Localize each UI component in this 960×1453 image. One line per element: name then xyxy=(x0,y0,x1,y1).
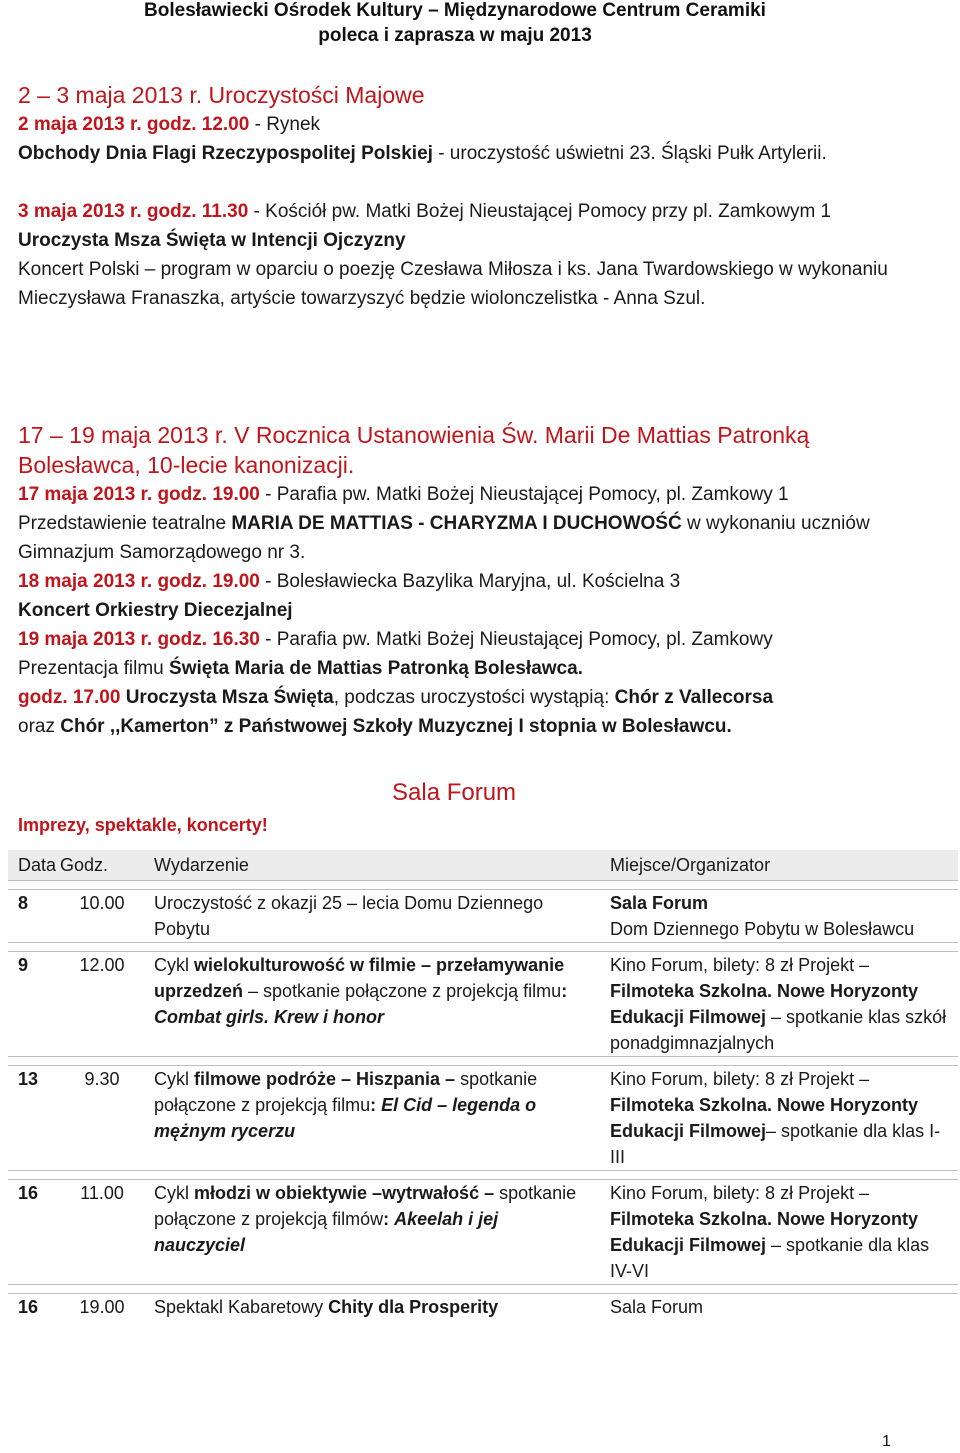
place-organizer: Dom Dziennego Pobytu w Bolesławcu xyxy=(610,919,915,939)
sala-forum-subtitle: Imprezy, spektakle, koncerty! xyxy=(18,815,268,835)
row-date: 9 xyxy=(8,951,60,1056)
event-date: 19 maja 2013 r. godz. 16.30 xyxy=(18,629,260,650)
film-title: El Cid – legenda o mężnym rycerzu xyxy=(154,1095,537,1141)
event-desc: Przedstawienie teatralne xyxy=(18,513,232,534)
event-name: MARIA DE MATTIAS - CHARYZMA I DUCHOWOŚĆ xyxy=(231,513,682,534)
row-event: Uroczystość z okazji 25 – lecia Domu Dziennego Pobytu xyxy=(144,889,600,942)
event-desc: Koncert Polski – program w oparciu o poezję Czesława Miłosza i ks. Jana Twardowskiego w wykonaniu Mieczysława Franaszka, artyście towarzyszyć będzie wiolonczelistka - Anna Szul. xyxy=(18,259,888,309)
row-place: Kino Forum, bilety: 8 zł Projekt – Filmoteka Szkolna. Nowe Horyzonty Edukacji Filmowej– spotkanie dla klas I-III xyxy=(600,1065,958,1170)
page-number: 1 xyxy=(882,1433,891,1450)
row-place: Kino Forum, bilety: 8 zł Projekt – Filmoteka Szkolna. Nowe Horyzonty Edukacji Filmowej – spotkanie klas szkół ponadgimnazjalnych xyxy=(600,951,958,1056)
event-entry xyxy=(18,625,918,683)
event-entry xyxy=(18,567,918,625)
place-name: Sala Forum xyxy=(610,893,709,913)
event-desc: oraz xyxy=(18,716,61,737)
row-event: Cykl wielokulturowość w filmie – przełamywanie uprzedzeń – spotkanie połączone z projekcją filmu: Combat girls. Krew i honor xyxy=(144,951,600,1056)
header-place: Miejsce/Organizator xyxy=(600,850,958,880)
table-header-row xyxy=(8,850,958,880)
event-entry xyxy=(18,110,918,168)
section-title: 2 – 3 maja 2013 r. Uroczystości Majowe xyxy=(18,82,425,108)
row-place: Sala Forum xyxy=(600,1293,958,1320)
event-place: - Bolesławiecka Bazylika Maryjna, ul. Kościelna 3 xyxy=(259,571,681,592)
row-time: 9.30 xyxy=(60,1065,144,1170)
row-place xyxy=(600,889,958,942)
event-time: godz. 17.00 xyxy=(18,687,121,708)
row-date: 16 xyxy=(8,1293,60,1320)
choir-name: Chór ,,Kamerton” z Państwowej Szkoły Muzycznej I stopnia w Bolesławcu. xyxy=(60,716,732,737)
header-event: Wydarzenie xyxy=(144,850,600,880)
event-desc: w wykonaniu uczniów Gimnazjum Samorządowego nr 3. xyxy=(18,513,870,563)
row-event: Cykl filmowe podróże – Hiszpania – spotkanie połączone z projekcją filmu: El Cid – legenda o mężnym rycerzu xyxy=(144,1065,600,1170)
row-date: 8 xyxy=(8,889,60,942)
row-time: 10.00 xyxy=(60,889,144,942)
choir-name: Chór z Vallecorsa xyxy=(614,687,774,708)
event-date: 17 maja 2013 r. godz. 19.00 xyxy=(18,484,260,505)
table-row xyxy=(8,889,958,942)
row-time: 12.00 xyxy=(60,951,144,1056)
header-line-2: poleca i zaprasza w maju 2013 xyxy=(318,25,592,46)
row-time: 19.00 xyxy=(60,1293,144,1320)
table-row xyxy=(8,1065,958,1170)
header-date: Data xyxy=(8,850,60,880)
event-name: Uroczysta Msza Święta w Intencji Ojczyzny xyxy=(18,230,406,251)
event-desc: , podczas uroczystości wystąpią: xyxy=(333,687,615,708)
event-entry xyxy=(18,480,918,567)
section-title: 17 – 19 maja 2013 r. V Rocznica Ustanowienia Św. Marii De Mattias Patronką Bolesławca, 10-lecie kanonizacji. xyxy=(18,422,810,478)
row-date: 16 xyxy=(8,1179,60,1284)
row-event: Cykl młodzi w obiektywie –wytrwałość – spotkanie połączone z projekcją filmów: Akeelah i jej nauczyciel xyxy=(144,1179,600,1284)
event-name: Uroczysta Msza Święta xyxy=(120,687,334,708)
document-header xyxy=(0,0,910,50)
header-time: Godz. xyxy=(60,850,144,880)
event-name: Święta Maria de Mattias Patronką Bolesławca. xyxy=(169,658,583,679)
event-date: 3 maja 2013 r. godz. 11.30 xyxy=(18,201,249,222)
event-place: - Parafia pw. Matki Bożej Nieustającej Pomocy, pl. Zamkowy xyxy=(259,629,773,650)
table-row xyxy=(8,1293,958,1320)
section-may-celebrations xyxy=(18,80,918,313)
events-table xyxy=(8,850,958,1320)
row-date: 13 xyxy=(8,1065,60,1170)
table-row xyxy=(8,951,958,1056)
event-date: 18 maja 2013 r. godz. 19.00 xyxy=(18,571,260,592)
event-desc: - uroczystość uświetni 23. Śląski Pułk Artylerii. xyxy=(432,143,827,164)
event-desc: Prezentacja filmu xyxy=(18,658,170,679)
film-title: Combat girls. Krew i honor xyxy=(154,1007,385,1027)
sala-forum-title: Sala Forum xyxy=(392,779,517,806)
event-entry xyxy=(18,683,918,741)
section-de-mattias xyxy=(18,420,918,741)
event-name: Koncert Orkiestry Diecezjalnej xyxy=(18,600,293,621)
table-row xyxy=(8,1179,958,1284)
row-event: Spektakl Kabaretowy Chity dla Prosperity xyxy=(144,1293,600,1320)
event-entry xyxy=(18,197,918,313)
row-place: Kino Forum, bilety: 8 zł Projekt – Filmoteka Szkolna. Nowe Horyzonty Edukacji Filmowej – spotkanie dla klas IV-VI xyxy=(600,1179,958,1284)
event-place: - Parafia pw. Matki Bożej Nieustającej Pomocy, pl. Zamkowy 1 xyxy=(259,484,789,505)
header-line-1: Bolesławiecki Ośrodek Kultury – Międzynarodowe Centrum Ceramiki xyxy=(144,0,766,21)
film-title: Akeelah i jej nauczyciel xyxy=(154,1209,499,1255)
row-time: 11.00 xyxy=(60,1179,144,1284)
event-place: - Kościół pw. Matki Bożej Nieustającej Pomocy przy pl. Zamkowym 1 xyxy=(248,201,832,222)
event-date: 2 maja 2013 r. godz. 12.00 xyxy=(18,114,250,135)
event-name: Obchody Dnia Flagi Rzeczypospolitej Polskiej xyxy=(18,143,433,164)
event-place: - Rynek xyxy=(249,114,321,135)
